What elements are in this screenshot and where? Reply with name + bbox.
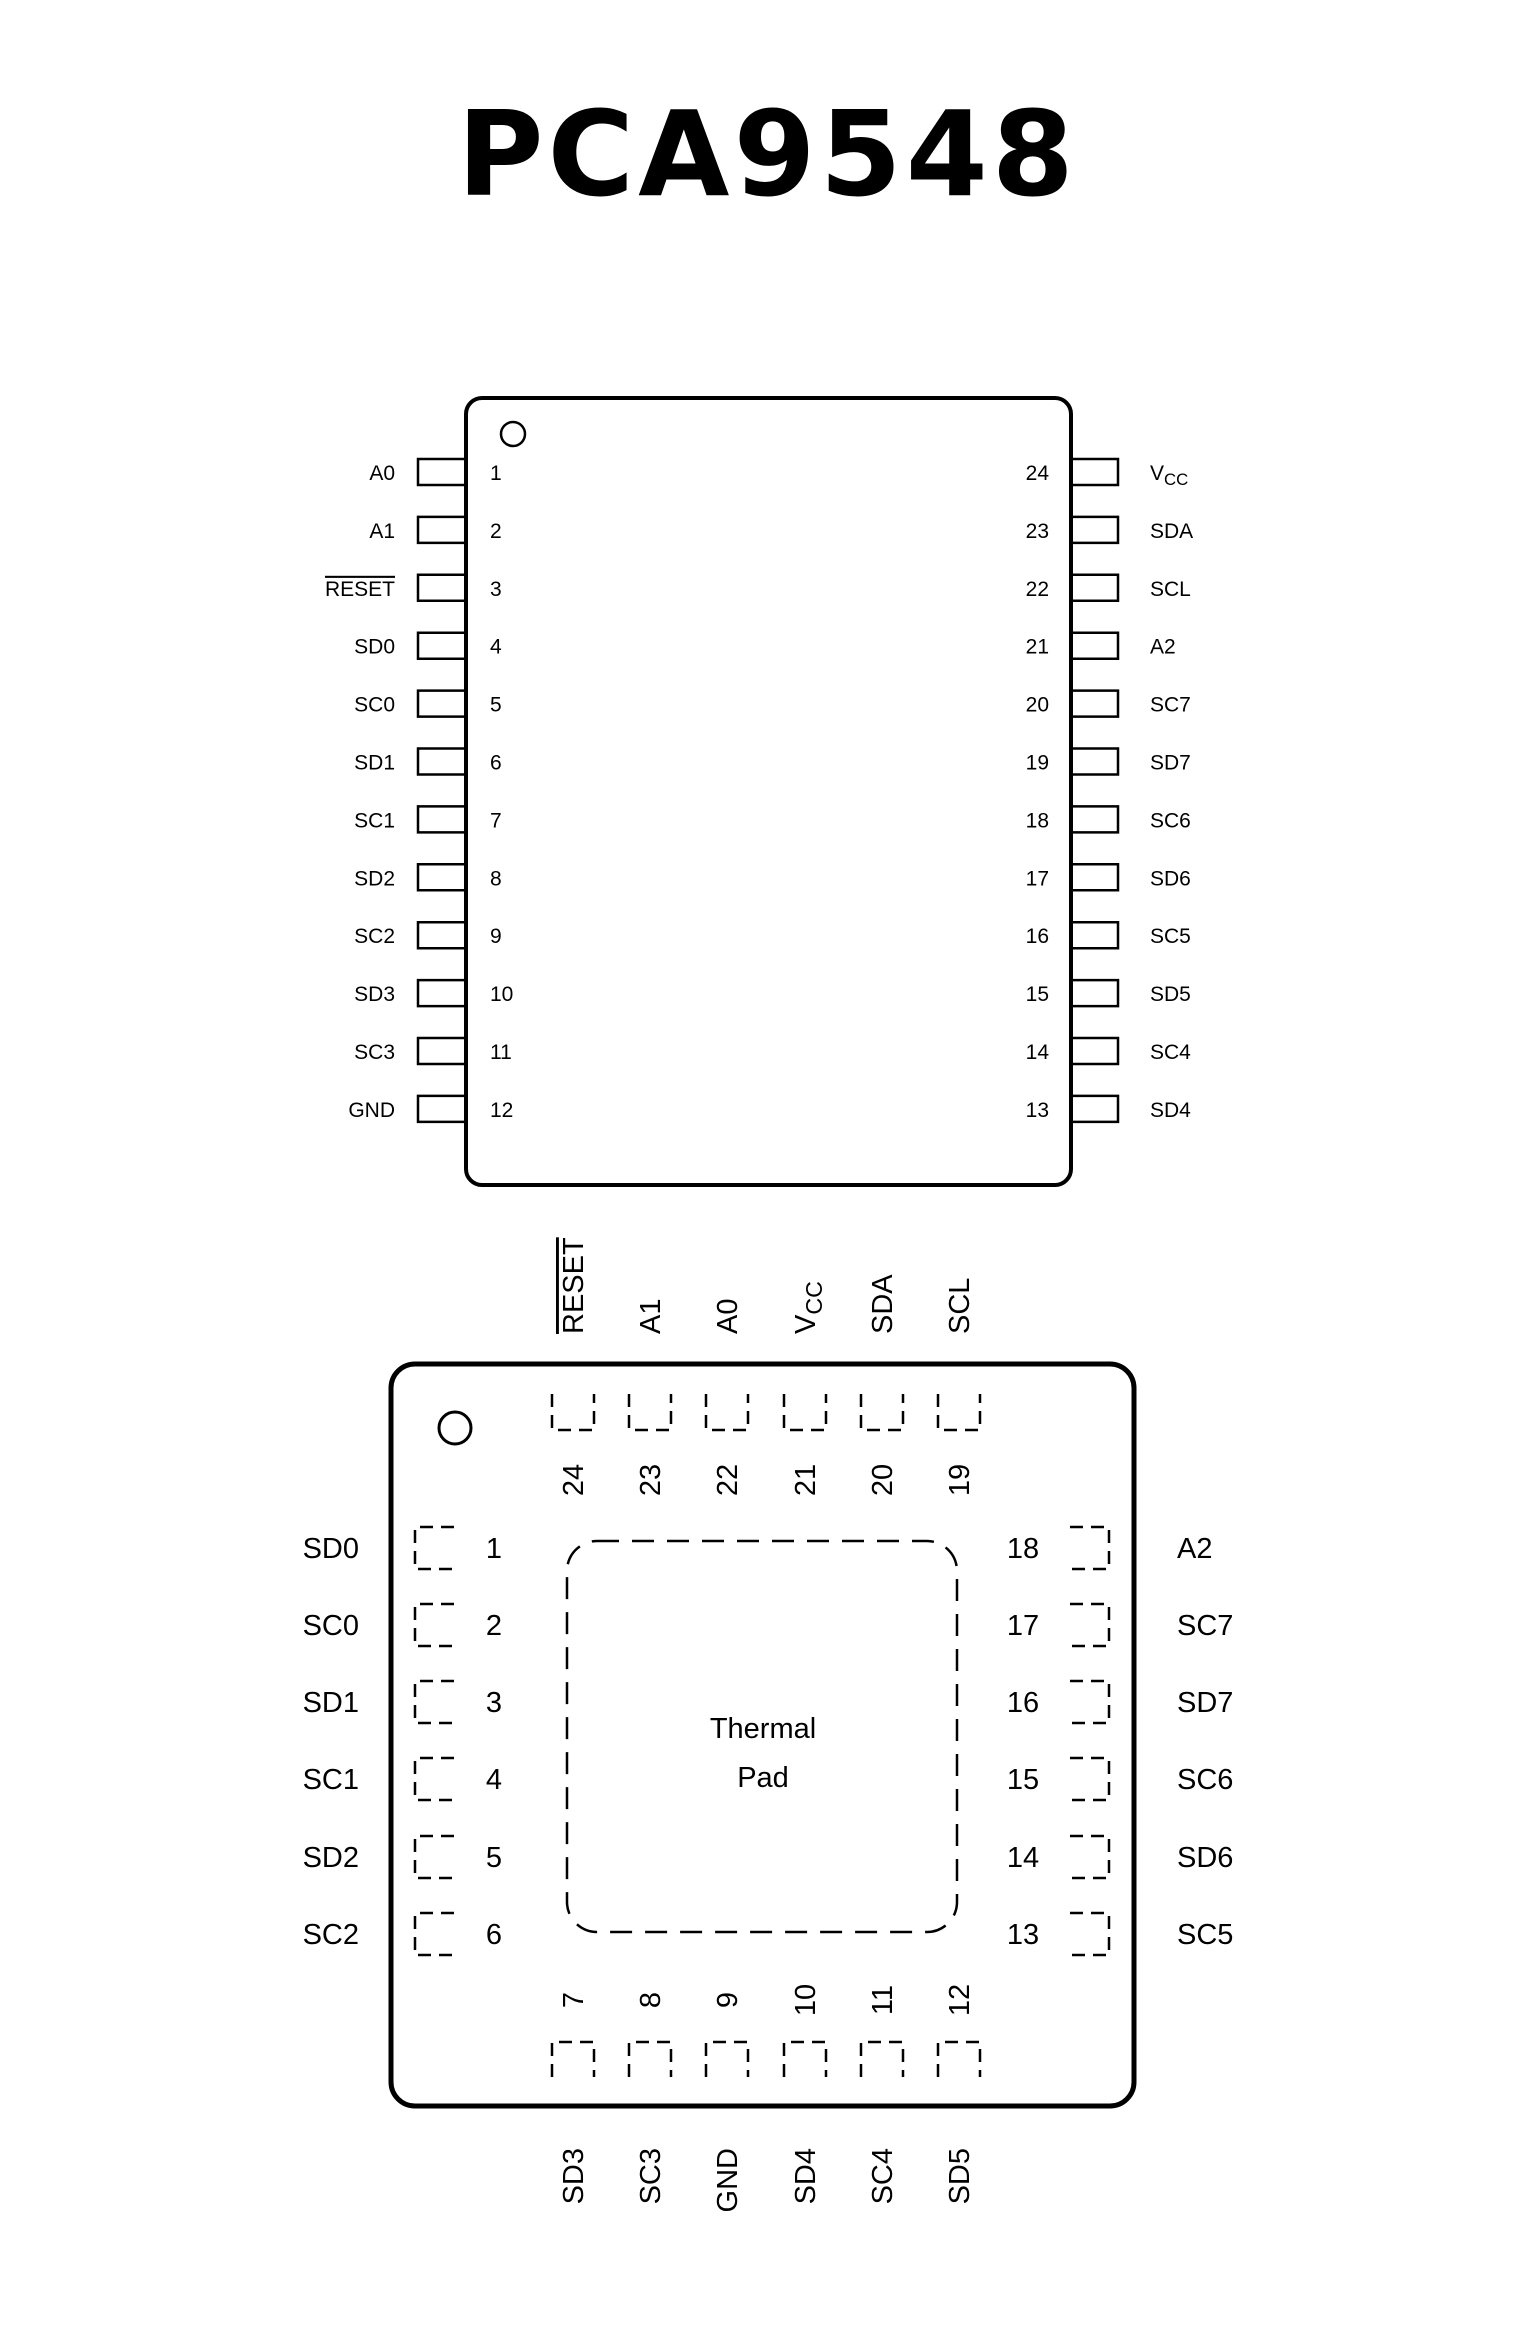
pin-label-gnd: GND (712, 2148, 744, 2213)
pin-12 (938, 1984, 980, 2205)
pin-number-10: 10 (490, 983, 514, 1007)
pin-label-sd3: SD3 (354, 983, 395, 1007)
pin-number-4: 4 (485, 1764, 503, 1796)
pin-number-11: 11 (490, 1041, 512, 1064)
pin-6 (303, 1913, 502, 1955)
pin-number-20: 20 (867, 1463, 899, 1497)
pin-23 (629, 1299, 671, 1497)
pin-number-9: 9 (712, 1991, 744, 2009)
pin-pad (552, 2042, 594, 2077)
pin-number-21: 21 (790, 1463, 822, 1497)
pin-pad (415, 1681, 454, 1723)
pin-label-sc5: SC5 (1150, 925, 1191, 949)
pin-label-sc0: SC0 (302, 1610, 359, 1642)
pin-pad (861, 2042, 903, 2077)
pin-pad (784, 2042, 826, 2077)
pin-number-7: 7 (558, 1991, 590, 2009)
pin-label-sd5: SD5 (944, 2148, 976, 2205)
pin-number-15: 15 (1025, 983, 1049, 1007)
pin-number-3: 3 (485, 1687, 503, 1719)
pin-number-2: 2 (485, 1610, 503, 1642)
pin-label-sc0: SC0 (354, 693, 395, 717)
pin-7 (552, 1992, 594, 2204)
pin-16 (1007, 1681, 1234, 1723)
pin-20 (861, 1274, 903, 1496)
pin-label-scl: SCL (1150, 577, 1191, 601)
pin-number-20: 20 (1025, 693, 1049, 717)
pin-number-9: 9 (490, 925, 502, 949)
pin-17 (1007, 1604, 1234, 1646)
pin-label-reset: RESET (324, 577, 395, 601)
pin-13 (1007, 1913, 1234, 1955)
pin-label-sd1: SD1 (302, 1687, 359, 1719)
pin-number-7: 7 (490, 809, 502, 833)
pin-label-sd2: SD2 (354, 867, 395, 891)
pin-label-sc6: SC6 (1150, 809, 1191, 833)
pin-22 (706, 1299, 748, 1497)
pin-number-6: 6 (485, 1919, 503, 1951)
pin-label-sd0: SD0 (302, 1533, 359, 1565)
pin-pad (784, 1394, 826, 1430)
pin-number-14: 14 (1006, 1842, 1040, 1874)
pin-label-sc4: SC4 (867, 2148, 899, 2205)
pin-number-21: 21 (1025, 635, 1049, 659)
pin-label-sc2: SC2 (354, 925, 395, 949)
pin-18 (1007, 1527, 1213, 1569)
pin-number-6: 6 (490, 751, 502, 775)
pin-label-sc1: SC1 (354, 809, 395, 833)
pin-9 (706, 1992, 748, 2213)
pin-pad (629, 1394, 671, 1430)
pin-24 (552, 1237, 594, 1496)
pin-number-11: 11 (867, 1984, 899, 2016)
pin-pad (706, 2042, 748, 2077)
pin-label-sd6: SD6 (1177, 1842, 1234, 1874)
pin-label-sc6: SC6 (1177, 1764, 1234, 1796)
pin-number-23: 23 (635, 1463, 667, 1497)
pin-2 (303, 1604, 502, 1646)
pin-pad (861, 1394, 903, 1430)
pin-11 (861, 1985, 903, 2204)
pin-pad (1070, 1758, 1109, 1800)
pin-label-sd7: SD7 (1177, 1687, 1234, 1719)
pin-label-sd2: SD2 (302, 1842, 359, 1874)
pin-pad (1070, 1836, 1109, 1878)
pin-number-1: 1 (485, 1533, 503, 1565)
pin-label-sd0: SD0 (354, 635, 395, 659)
pin-label-sc4: SC4 (1150, 1041, 1191, 1064)
pin-number-1: 1 (490, 462, 502, 485)
pin-number-16: 16 (1025, 925, 1049, 949)
pin-label-sc3: SC3 (635, 2148, 667, 2205)
pin-number-23: 23 (1025, 519, 1049, 543)
pin-number-4: 4 (490, 635, 502, 659)
pin-number-18: 18 (1006, 1533, 1040, 1565)
pin-label-a1: A1 (635, 1298, 667, 1334)
pin-label-sc5: SC5 (1177, 1919, 1234, 1951)
pin-19 (938, 1278, 980, 1497)
pin-number-13: 13 (1025, 1098, 1049, 1122)
pin-label-a0: A0 (712, 1298, 744, 1334)
pin-label-reset: RESET (558, 1237, 590, 1334)
pin-number-19: 19 (1025, 751, 1049, 775)
pin-label-sda: SDA (867, 1274, 899, 1334)
pin-number-14: 14 (1025, 1041, 1049, 1064)
pin-pad (415, 1758, 454, 1800)
pin-label-sd1: SD1 (354, 751, 395, 775)
pin-label-sd7: SD7 (1150, 751, 1191, 775)
pin-pad (1070, 1604, 1109, 1646)
pin-label-sc1: SC1 (302, 1764, 359, 1796)
pin-5 (303, 1836, 502, 1878)
pin-number-13: 13 (1006, 1919, 1040, 1951)
pin-number-2: 2 (490, 519, 502, 543)
thermal-pad-label-line2: Pad (737, 1762, 789, 1794)
thermal-pad-label-line1: Thermal (709, 1713, 817, 1745)
pin-number-19: 19 (944, 1463, 976, 1497)
pin-pad (938, 1394, 980, 1430)
pin-1 (303, 1527, 502, 1569)
pin-label-sc7: SC7 (1177, 1610, 1234, 1642)
pin-label-a1: A1 (369, 519, 395, 543)
pin-label-sd4: SD4 (1150, 1098, 1191, 1122)
pin-pad (629, 2042, 671, 2077)
pin-pad (1070, 1913, 1109, 1955)
pin-number-10: 10 (790, 1983, 822, 2017)
pin-number-3: 3 (490, 577, 502, 601)
pin-number-15: 15 (1006, 1764, 1040, 1796)
pin-number-8: 8 (490, 867, 502, 891)
pin-label-a0: A0 (369, 462, 395, 485)
pin-label-sd6: SD6 (1150, 867, 1191, 891)
pin-pad (415, 1836, 454, 1878)
pin-label-sc3: SC3 (354, 1041, 395, 1064)
pin-8 (629, 1992, 671, 2204)
pin-number-24: 24 (1025, 462, 1049, 485)
pin-label-sd4: SD4 (790, 2148, 822, 2205)
pin-label-sda: SDA (1150, 519, 1194, 543)
pin-15 (1007, 1758, 1234, 1800)
pin-number-22: 22 (1025, 577, 1049, 601)
pin-number-12: 12 (944, 1983, 976, 2017)
pin-label-a2: A2 (1177, 1533, 1213, 1565)
pin-14 (1007, 1836, 1234, 1878)
pin-3 (303, 1681, 502, 1723)
pin-label-gnd: GND (348, 1098, 395, 1122)
pin-pad (415, 1604, 454, 1646)
pin-label-vcc: $V_{CC}$ (790, 1281, 827, 1334)
pin1-indicator (439, 1412, 471, 1444)
pin-4 (303, 1758, 502, 1800)
pin-21 (784, 1281, 827, 1496)
pin-pad (552, 1394, 594, 1430)
pin-pad (415, 1913, 454, 1955)
pin-label-sc2: SC2 (302, 1919, 359, 1951)
pin-number-17: 17 (1025, 867, 1049, 891)
pin-number-24: 24 (558, 1463, 590, 1497)
pin-number-12: 12 (490, 1098, 514, 1122)
pin-number-5: 5 (490, 693, 502, 717)
pin-number-16: 16 (1006, 1687, 1040, 1719)
pin-label-sd5: SD5 (1150, 983, 1191, 1007)
pin-number-5: 5 (485, 1842, 503, 1874)
pin-pad (1070, 1527, 1109, 1569)
pin-pad (415, 1527, 454, 1569)
pin-number-22: 22 (712, 1463, 744, 1497)
pin-label-scl: SCL (944, 1277, 976, 1334)
pin-pad (1070, 1681, 1109, 1723)
pin-pad (706, 1394, 748, 1430)
pin-number-17: 17 (1006, 1610, 1040, 1642)
pin-label-vcc: $V_{CC}$ (1150, 462, 1189, 490)
pin-label-sd3: SD3 (558, 2148, 590, 2205)
pin-number-18: 18 (1025, 809, 1049, 833)
pin-label-sc7: SC7 (1150, 693, 1191, 717)
page-title: PCA9548 (457, 85, 1078, 223)
pin-10 (784, 1984, 826, 2205)
pin-label-a2: A2 (1150, 635, 1176, 659)
pin-number-8: 8 (635, 1991, 667, 2009)
pin-pad (938, 2042, 980, 2077)
